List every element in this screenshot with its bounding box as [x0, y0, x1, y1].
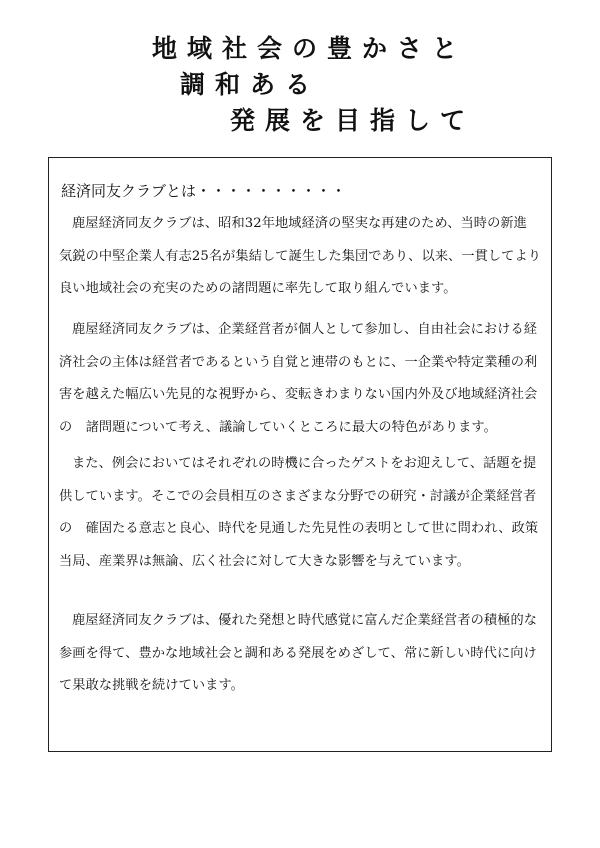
paragraph-2: 鹿屋経済同友クラブは、企業経営者が個人として参加し、自由社会における経済社会の主体は経営者であるという自覚と連帯のもとに、一企業や特定業種の利害を越えた幅広い先見的な視野から、変転きわまりない国内外及び地域経済社会の 諸問題について考え、議論していくところに最大の特色があります。: [59, 322, 538, 435]
box-heading: 経済同友クラブとは・・・・・・・・・・: [61, 182, 347, 200]
paragraph-3: また、例会においてはそれぞれの時機に合ったゲストをお迎えして、話題を提供しています。そこでの会員相互のさまざまな分野での研究・討議が企業経営者の 確固たる意志と良心、時代を見通した先見性の表明として世に問われ、政策当局、産業界は無論、広く社会に対して大きな影響を与えています。: [59, 456, 539, 569]
title-line-1: 地域社会の豊かさと: [152, 34, 468, 63]
title-line-2: 調和ある: [180, 70, 321, 99]
description-box: [48, 157, 552, 752]
title-line-3: 発展を目指して: [230, 106, 476, 135]
paragraph-1: 鹿屋経済同友クラブは、昭和32年地域経済の堅実な再建のため、当時の新進 気鋭の中堅企業人有志25名が集結して誕生した集団であり、以来、一貫してより良い地域社会の充実のための諸問題に率先して取り組んでいます。: [59, 216, 542, 296]
paragraph-4: 鹿屋経済同友クラブは、優れた発想と時代感覚に富んだ企業経営者の積極的な参画を得て、豊かな地域社会と調和ある発展をめざして、常に新しい時代に向けて果敢な挑戦を続けています。: [59, 613, 538, 693]
